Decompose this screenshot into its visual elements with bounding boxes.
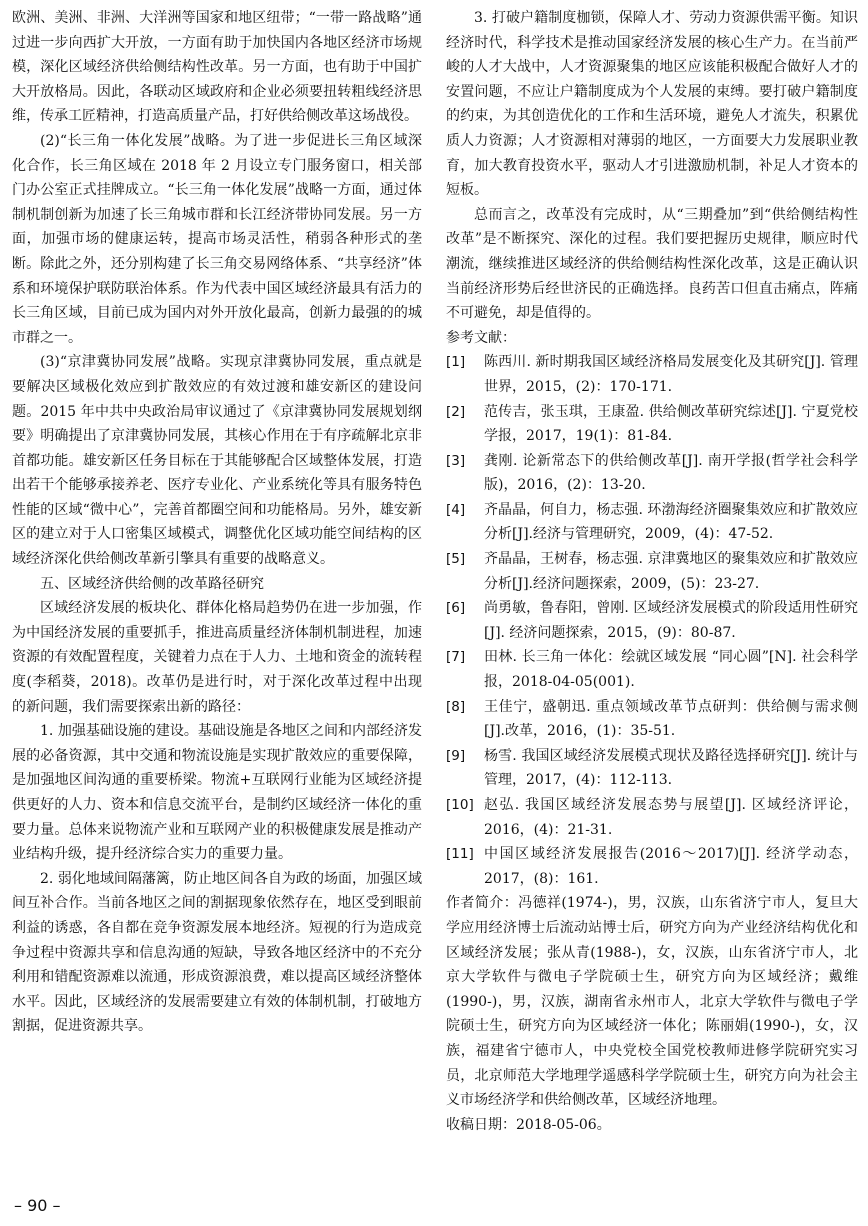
reference-item: [8] 王佳宁，盛朝迅. 重点领域改革节点研判：供给侧与需求侧[J].改革，2016，(1)：35-51.: [446, 698, 858, 740]
received-date: 收稿日期：2018-05-06。: [446, 1116, 611, 1133]
author-bio: 作者简介：冯德祥(1974-)，男，汉族，山东省济宁市人，复旦大学应用经济博士后流动站博士后，研究方向为产业经济结构优化和区域经济发展；张从青(1988-)，女，汉族，山东省济宁市人，北京大学软件与微电子学院硕士生，研究方向为区域经济；戴维(1990-)，男，汉族，湖南省永州市人，北京大学软件与微电子学院硕士生，研究方向为区域经济一体化；陈丽娟(1990-)，女，汉族，福建省宁德市人，中央党校全国党校教师进修学院研究实习员，北京师范大学地理学遥感科学学院硕士生，研究方向为社会主义市场经济学和供给侧改革，区域经济地理。: [446, 895, 858, 1109]
paragraph-household-registration: 3. 打破户籍制度枷锁，保障人才、劳动力资源供需平衡。知识经济时代，科学技术是推动国家经济发展的核心生产力。在当前严峻的人才大战中，人才资源聚集的地区应该能积极配合做好人才的安置问题，不应让户籍制度成为个人发展的束缚。要打破户籍制度的约束，为其创造优化的工作和生活环境，避免人才流失，积累优质人力资源；人才资源相对薄弱的地区，一方面要大力发展职业教育，加大教育投资水平，驱动人才引进激励机制，补足人才资本的短板。: [446, 10, 858, 199]
paragraph-belt-road: 欧洲、美洲、非洲、大洋洲等国家和地区纽带；“一带一路战略”通过进一步向西扩大开放，一方面有助于加快国内各地区经济市场规模，深化区域经济供给侧结构性改革。另一方面，也有助于中国扩大开放格局。因此，各联动区域政府和企业必须要扭转粗线经济思维，传承工匠精神，打造高质量产品，打好供给侧改革这场战役。: [12, 10, 422, 125]
reference-item: [5] 齐晶晶，王树春，杨志强. 京津冀地区的聚集效应和扩散效应分析[J].经济问题探索，2009，(5)：23-27.: [446, 551, 858, 592]
reference-item: [2] 范传吉，张玉琪，王康盈. 供给侧改革研究综述[J]. 宁夏党校学报，2017，19(1)：81-84.: [446, 403, 858, 445]
reference-item: [6] 尚勇敏，鲁春阳，曾刚. 区域经济发展模式的阶段适用性研究[J]. 经济问题探索，2015，(9)：80-87.: [446, 600, 858, 641]
paragraph-jing-jin-ji: (3)“京津冀协同发展”战略。实现京津冀协同发展，重点就是要解决区域极化效应到扩散效应的有效过渡和雄安新区的建设问题。2015 年中共中央政治局审议通过了《京津冀协同发展规划纲要》明确提出了京津冀协同发展，其核心作用在于有序疏解北京非首都功能。雄安新区任务目标在于其能够配合区域整体发展，打造出若干个能够承接养老、医疗专业化、产业系统化等具有服务特色性能的区域“微中心”，完善首都圈空间和功能格局。另外，雄安新区的建立对于人口密集区域模式，调整优化区域功能空间结构的区域经济深化供给侧改革新引擎具有重要的战略意义。: [12, 354, 422, 568]
page-number: – 90 –: [14, 1196, 61, 1215]
references-list: [446, 350, 858, 891]
reference-item: [9] 杨雪. 我国区域经济发展模式现状及路径选择研究[J]. 统计与管理，2017，(4)：112-113.: [446, 747, 858, 789]
reference-item: [7] 田林. 长三角一体化：绘就区域发展 “同心圆”[N]. 社会科学报，2018-04-05(001).: [446, 649, 858, 691]
paragraph-conclusion: 总而言之，改革没有完成时，从“三期叠加”到“供给侧结构性改革”是不断探究、深化的过程。我们要把握历史规律，顺应时代潮流，继续推进区域经济的供给侧结构性深化改革，这是正确认识当前经济形势后经世济民的正确选择。良药苦口但直击痛点，阵痛不可避免，却是值得的。: [446, 206, 858, 322]
right-column: [446, 6, 858, 1137]
paragraph-regional-barriers: 2. 弱化地域间隔藩篱，防止地区间各自为政的场面，加强区域间互补合作。当前各地区之间的割据现象依然存在，地区受到眼前利益的诱惑，各自都在竞争资源发展本地经济。短视的行为造成竞争过程中资源共享和信息沟通的短缺，导致各地区经济中的不充分利用和错配资源难以流通，形成资源浪费，难以提高区域经济整体水平。因此，区域经济的发展需要建立有效的体制机制，打破地方割据，促进资源共享。: [12, 870, 422, 1035]
paragraph-infrastructure: 1. 加强基础设施的建设。基础设施是各地区之间和内部经济发展的必备资源，其中交通和物流设施是实现扩散效应的重要保障，是加强地区间沟通的重要桥梁。物流+互联网行业能为区域经济提供更好的人力、资本和信息交流平台，是制约区域经济一体化的重要力量。总体来说物流产业和互联网产业的积极健康发展是推动产业结构升级，提升经济综合实力的重要力量。: [12, 723, 422, 863]
references-title: 参考文献：: [446, 329, 516, 346]
left-column: [12, 6, 422, 1039]
paragraph-yangtze-delta: (2)“长三角一体化发展”战略。为了进一步促进长三角区域深化合作，长三角区域在 2018 年 2 月设立专门服务窗口，相关部门办公室正式挂牌成立。“长三角一体化发展”战略一方面，通过体制机制创新为加速了长三角城市群和长江经济带协同发展。另一方面，加强市场的健康运转，提高市场灵活性，稍弱各种形式的垄断。除此之外，还分别构建了长三角交易网络体系、“共享经济”体系和环境保护联防联治体系。作为代表中国区域经济最具有活力的长三角区域，目前已成为国内对外开放化最高，创新力最强的的城市群之一。: [12, 132, 422, 346]
reference-item: [4] 齐晶晶，何自力，杨志强. 环渤海经济圈聚集效应和扩散效应分析[J].经济与管理研究，2009，(4)：47-52.: [446, 501, 858, 543]
reference-item: [1] 陈西川. 新时期我国区域经济格局发展变化及其研究[J]. 管理世界，2015，(2)：170-171.: [446, 354, 858, 395]
reference-item: [3] 龚刚. 论新常态下的供给侧改革[J]. 南开学报(哲学社会科学版)，2016，(2)：13-20.: [446, 452, 858, 494]
section-heading: 五、区域经济供给侧的改革路径研究: [40, 575, 264, 592]
reference-item: [11] 中国区域经济发展报告(2016～2017)[J]. 经济学动态，2017，(8)：161.: [446, 846, 858, 887]
reference-item: [10] 赵弘. 我国区域经济发展态势与展望[J]. 区域经济评论，2016，(4)：21-31.: [446, 797, 858, 838]
paragraph-reform-path-intro: 区域经济发展的板块化、群体化格局趋势仍在进一步加强，作为中国经济发展的重要抓手，推进高质量经济体制机制进程，加速资源的有效配置程度，关键着力点在于人力、土地和资金的流转程度(李稻葵，2018)。改革仍是进行时，对于深化改革过程中出现的新问题，我们需要探索出新的路径：: [12, 600, 422, 715]
